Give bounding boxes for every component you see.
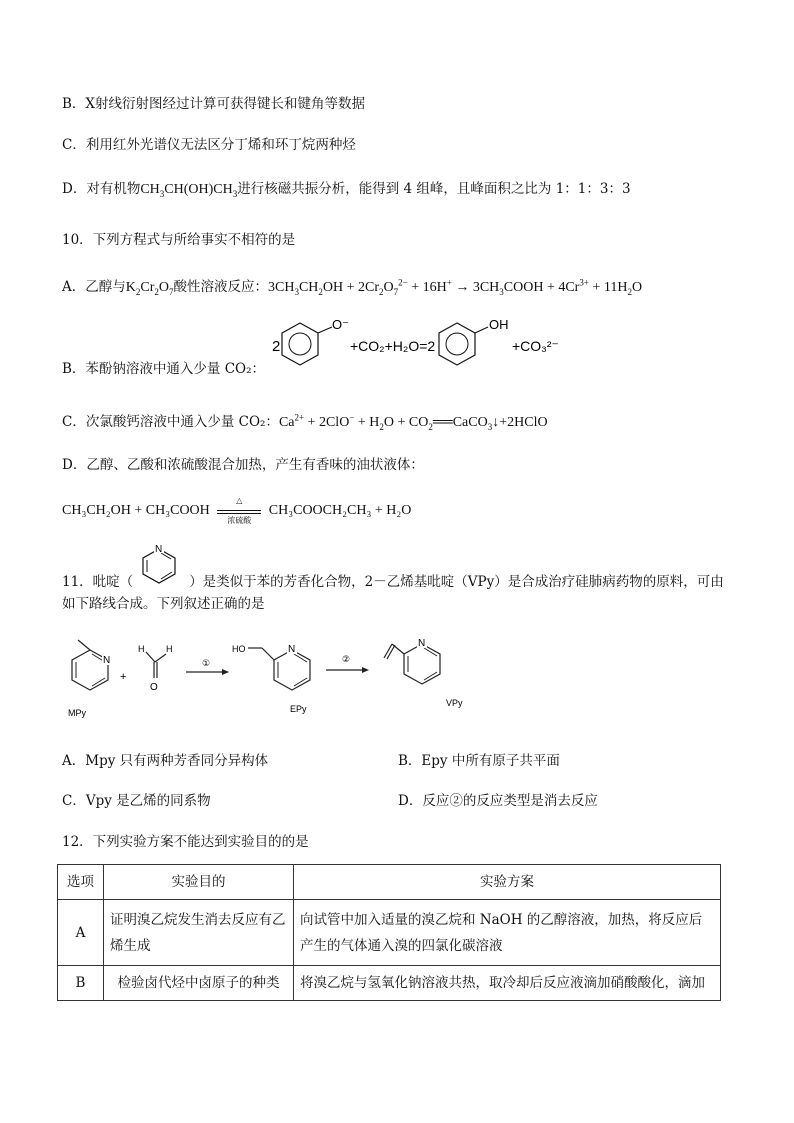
q10-equation-d: CH₃CH₂OH + CH₃COOH △ 浓硫酸 CH₃COOCH₂CH₃ + H₂O <box>62 496 412 525</box>
experiment-table <box>57 864 721 1001</box>
q10-option-d: D．乙醇、乙酸和浓硫酸混合加热，产生有香味的油状液体： <box>62 457 424 473</box>
q11-stem-cont: 如下路线合成。下列叙述正确的是 <box>62 596 265 612</box>
q11-option-d: D．反应②的反应类型是消去反应 <box>398 793 598 809</box>
table-row: A 证明溴乙烷发生消去反应有乙烯生成 向试管中加入适量的溴乙烷和 NaOH 的乙醇溶液，加热，将反应后产生的气体通入溴的四氯化碳溶液 <box>58 900 721 966</box>
synthesis-route-diagram <box>62 632 492 722</box>
q11-stem: 11．吡啶（ ）是类似于苯的芳香化合物，2－乙烯基吡啶（VPy）是合成治疗硅肺病药物的原料，可由 <box>62 574 724 590</box>
pyridine-n-label: N <box>155 544 163 555</box>
q9-option-b: B．X射线衍射图经过计算可获得键长和键角等数据 <box>62 96 366 112</box>
svg-text:HO: HO <box>232 644 246 654</box>
svg-text:2: 2 <box>272 338 281 355</box>
q11-option-a: A．Mpy 只有两种芳香同分异构体 <box>62 753 269 769</box>
q10-equation-c: $Ca^{2+} + 2ClO^- + H_2O$ + $CO_2══CaCO_3↓+2HClO$ <box>278 412 548 432</box>
table-header-row <box>58 865 721 900</box>
q10-option-c: C．次氯酸钙溶液中通入少量 CO₂：$Ca^{2+} + 2ClO^- + H_2O$ + $CO_2══CaCO_3↓+2HClO$ <box>62 412 548 432</box>
svg-text:+: + <box>120 671 127 683</box>
svg-text:N: N <box>103 655 111 666</box>
q9-option-d: D．对有机物$CH_3CH(OH)CH_3$进行核磁共振分析，能得到 4 组峰，且峰面积之比为 1：1：3：3 <box>62 181 631 199</box>
q9-option-c: C．利用红外光谱仪无法区分丁烯和环丁烷两种烃 <box>62 137 356 153</box>
q12-stem: 12．下列实验方案不能达到实验目的的是 <box>62 834 309 850</box>
q10-stem: 10．下列方程式与所给事实不相符的是 <box>62 232 296 248</box>
q10-option-b: B．苯酚钠溶液中通入少量 CO₂： <box>62 361 266 377</box>
mpy-label: MPy <box>68 708 86 718</box>
header-purpose: 实验目的 <box>104 865 294 900</box>
q10-option-b-equation <box>270 315 580 377</box>
svg-text:H: H <box>166 644 173 654</box>
vpy-label: VPy <box>446 698 463 708</box>
svg-text:+CO₃²⁻: +CO₃²⁻ <box>512 338 559 354</box>
q11-option-c: C．Vpy 是乙烯的同系物 <box>62 793 211 809</box>
header-plan: 实验方案 <box>294 865 721 900</box>
svg-text:O⁻: O⁻ <box>332 317 349 332</box>
svg-text:N: N <box>418 638 426 649</box>
header-option: 选项 <box>58 865 104 900</box>
q10-option-a: A．乙醇与$K_2Cr_2O_7$酸性溶液反应：$3CH_3CH_2OH + 2Cr_2O_7^{2-} + 16H^+$ → $3CH_3COOH + 4Cr^{3+} + 11H_2O$ <box>62 277 643 297</box>
table-row: B 检验卤代烃中卤原子的种类 将溴乙烷与氢氧化钠溶液共热，取冷却后反应液滴加硝酸酸化，滴加 <box>58 966 721 1001</box>
svg-text:①: ① <box>202 658 211 668</box>
q10-equation-a: $3CH_3CH_2OH + 2Cr_2O_7^{2-} + 16H^+$ → $3CH_3COOH + 4Cr^{3+} + 11H_2O$ <box>268 277 643 297</box>
svg-text:H: H <box>138 644 145 654</box>
svg-text:+CO₂+H₂O=2: +CO₂+H₂O=2 <box>350 338 436 354</box>
pyridine-structure <box>134 543 184 585</box>
svg-text:OH: OH <box>489 317 509 332</box>
svg-text:N: N <box>288 644 296 655</box>
epy-label: EPy <box>290 704 307 714</box>
svg-text:②: ② <box>342 654 351 664</box>
q11-option-b: B．Epy 中所有原子共平面 <box>398 753 560 769</box>
q9-formula: $CH_3CH(OH)CH_3$ <box>140 182 238 199</box>
svg-text:O: O <box>150 682 158 693</box>
